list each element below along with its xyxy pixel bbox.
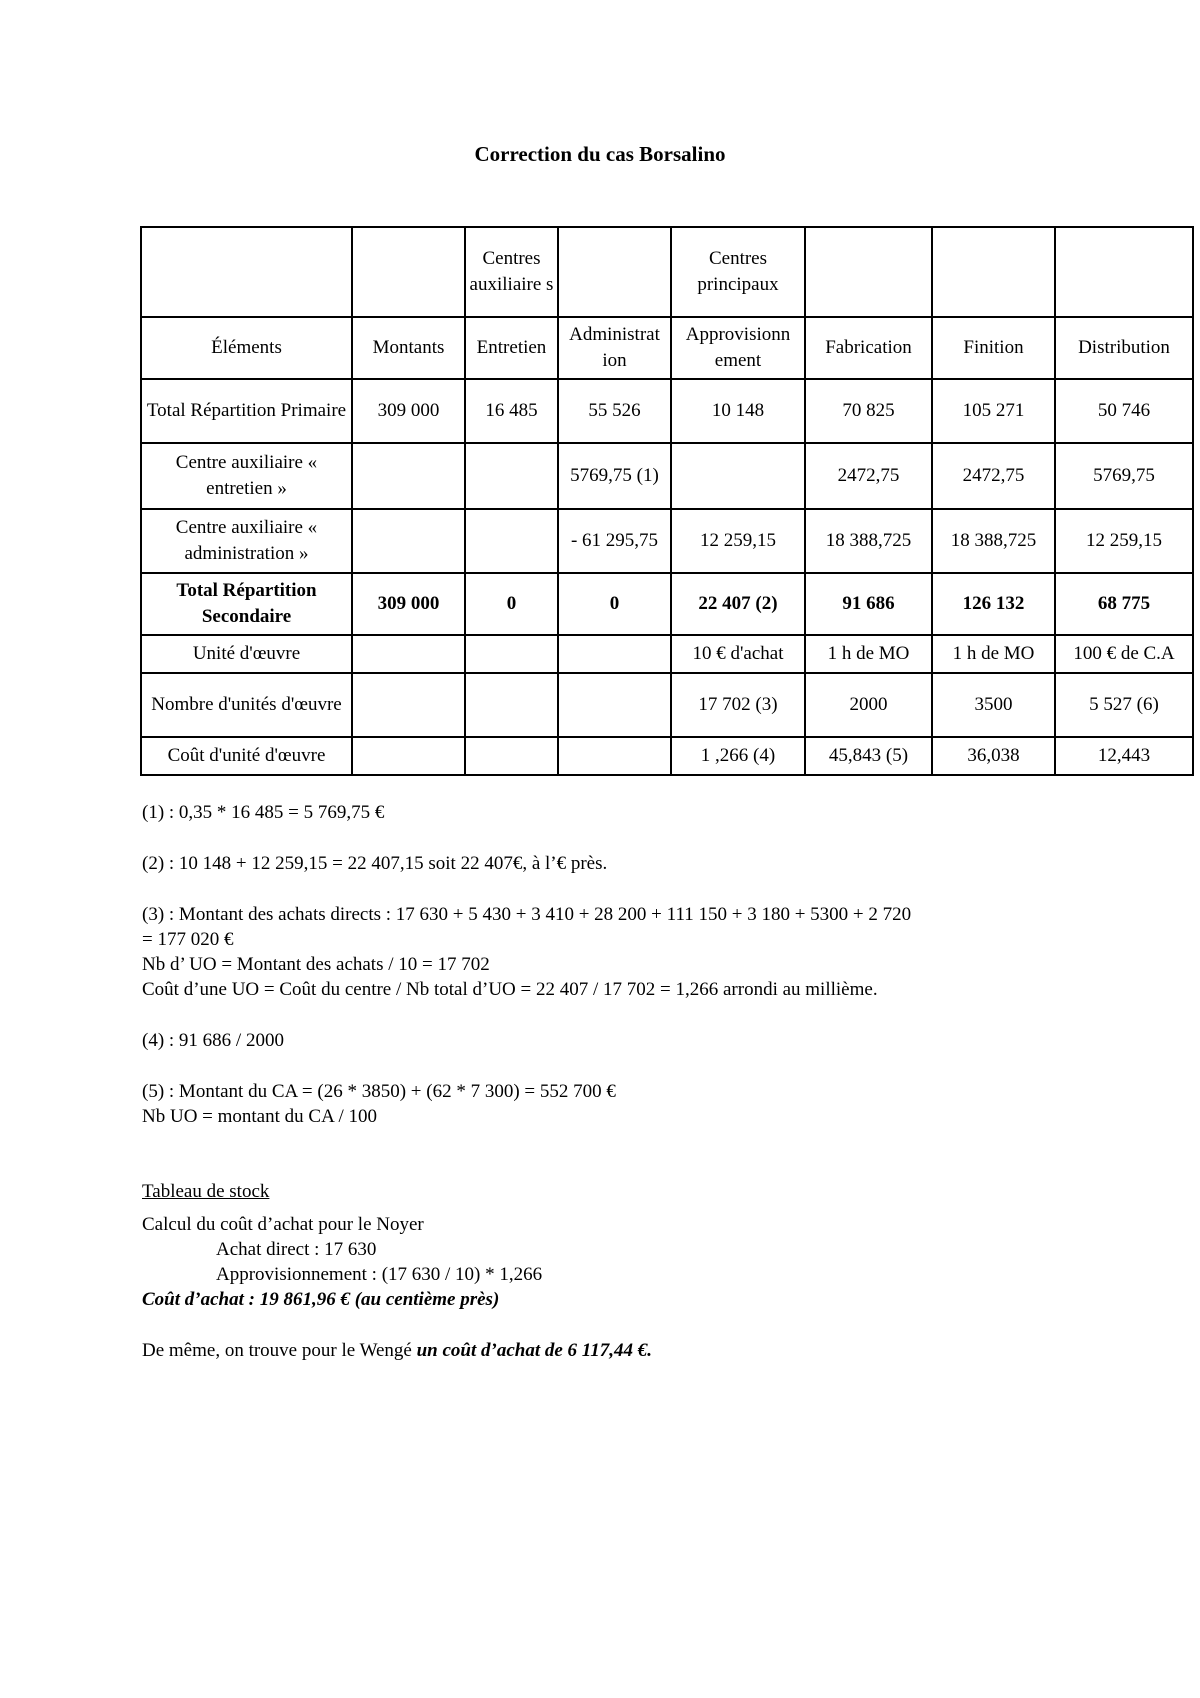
table-row	[141, 443, 1193, 509]
table-cell: 126 132	[932, 573, 1055, 635]
table-cell: 1 ,266 (4)	[671, 737, 805, 775]
column-header: Finition	[932, 317, 1055, 379]
stock-result: Coût d’achat : 19 861,96 € (au centième près)	[142, 1289, 500, 1310]
table-cell: 12,443	[1055, 737, 1193, 775]
stock-line: Achat direct : 17 630	[216, 1239, 377, 1260]
footnote-5: (5) : Montant du CA = (26 * 3850) + (62 * 7 300) = 552 700 €	[142, 1081, 616, 1102]
table-cell	[352, 227, 465, 317]
column-header: Approvisionn ement	[671, 317, 805, 379]
column-header: Éléments	[141, 317, 352, 379]
row-label: Coût d'unité d'œuvre	[141, 737, 352, 775]
table-cell	[352, 443, 465, 509]
table-cell: 105 271	[932, 379, 1055, 443]
stock-heading: Tableau de stock	[142, 1181, 270, 1202]
table-group-header-row	[141, 227, 1193, 317]
table-header-row	[141, 317, 1193, 379]
table-cell: 10 148	[671, 379, 805, 443]
table-cell: 2472,75	[805, 443, 932, 509]
table-cell: 68 775	[1055, 573, 1193, 635]
table-cell	[352, 635, 465, 673]
table-cell: 16 485	[465, 379, 558, 443]
table-cell: 12 259,15	[671, 509, 805, 573]
table-cell: 1 h de MO	[805, 635, 932, 673]
row-label: Total Répartition Primaire	[141, 379, 352, 443]
table-cell	[1055, 227, 1193, 317]
table-cell	[932, 227, 1055, 317]
stock-line: Calcul du coût d’achat pour le Noyer	[142, 1214, 424, 1235]
table-cell: 2472,75	[932, 443, 1055, 509]
table-cell: - 61 295,75	[558, 509, 671, 573]
table-cell: 18 388,725	[805, 509, 932, 573]
table-cell: 309 000	[352, 379, 465, 443]
table-cell: 309 000	[352, 573, 465, 635]
table-cell	[141, 227, 352, 317]
table-cell	[671, 443, 805, 509]
footnote-3-total: = 177 020 €	[142, 929, 234, 950]
table-cell: 5769,75	[1055, 443, 1193, 509]
row-label: Unité d'œuvre	[141, 635, 352, 673]
table-cell: 0	[465, 573, 558, 635]
table-cell: 10 € d'achat	[671, 635, 805, 673]
table-cell	[465, 673, 558, 737]
table-row	[141, 379, 1193, 443]
table-cell: 17 702 (3)	[671, 673, 805, 737]
table-cell	[352, 673, 465, 737]
footnote-4: (4) : 91 686 / 2000	[142, 1030, 284, 1051]
table-row	[141, 509, 1193, 573]
column-header: Administrat ion	[558, 317, 671, 379]
table-cell: 3500	[932, 673, 1055, 737]
column-header: Entretien	[465, 317, 558, 379]
group-header-auxiliaires: Centres auxiliaire s	[465, 227, 558, 317]
table-row	[141, 635, 1193, 673]
table-cell: 22 407 (2)	[671, 573, 805, 635]
row-label: Centre auxiliaire « entretien »	[141, 443, 352, 509]
table-cell	[558, 227, 671, 317]
table-cell: 55 526	[558, 379, 671, 443]
table-row	[141, 737, 1193, 775]
table-row	[141, 673, 1193, 737]
table-cell	[465, 635, 558, 673]
stock-conclusion-value: un coût d’achat de 6 117,44 €.	[416, 1340, 652, 1361]
table-cell: 70 825	[805, 379, 932, 443]
footnote-2: (2) : 10 148 + 12 259,15 = 22 407,15 soit 22 407€, à l’€ près.	[142, 853, 608, 874]
row-label: Total Répartition Secondaire	[141, 573, 352, 635]
page-title: Correction du cas Borsalino	[474, 142, 726, 166]
stock-conclusion-text: De même, on trouve pour le Wengé	[142, 1340, 417, 1361]
footnote-3-nb-uo: Nb d’ UO = Montant des achats / 10 = 17 702	[142, 954, 490, 975]
table-cell	[465, 443, 558, 509]
table-row	[141, 573, 1193, 635]
table-cell	[465, 737, 558, 775]
column-header: Fabrication	[805, 317, 932, 379]
footnote-1: (1) : 0,35 * 16 485 = 5 769,75 €	[142, 802, 385, 823]
table-cell	[352, 509, 465, 573]
table-cell: 12 259,15	[1055, 509, 1193, 573]
table-cell: 100 € de C.A	[1055, 635, 1193, 673]
table-cell	[465, 509, 558, 573]
stock-line: Approvisionnement : (17 630 / 10) * 1,266	[216, 1264, 543, 1285]
stock-conclusion	[142, 1338, 1102, 1363]
table-cell	[352, 737, 465, 775]
row-label: Centre auxiliaire « administration »	[141, 509, 352, 573]
table-cell	[558, 635, 671, 673]
table-cell: 0	[558, 573, 671, 635]
table-cell	[558, 673, 671, 737]
table-cell: 5 527 (6)	[1055, 673, 1193, 737]
table-cell: 2000	[805, 673, 932, 737]
footnotes	[142, 800, 1102, 1363]
table-cell: 36,038	[932, 737, 1055, 775]
footnote-3: (3) : Montant des achats directs : 17 630 + 5 430 + 3 410 + 28 200 + 111 150 + 3 180 + 5300 + 2 720	[142, 904, 912, 925]
row-label: Nombre d'unités d'œuvre	[141, 673, 352, 737]
footnote-5-nb-uo: Nb UO = montant du CA / 100	[142, 1106, 378, 1127]
group-header-principaux: Centres principaux	[671, 227, 805, 317]
table-cell: 1 h de MO	[932, 635, 1055, 673]
table-cell: 45,843 (5)	[805, 737, 932, 775]
footnote-3-cout-uo: Coût d’une UO = Coût du centre / Nb total d’UO = 22 407 / 17 702 = 1,266 arrondi au millième.	[142, 979, 878, 1000]
table-cell	[558, 737, 671, 775]
column-header: Montants	[352, 317, 465, 379]
table-cell: 18 388,725	[932, 509, 1055, 573]
table-cell	[805, 227, 932, 317]
cost-distribution-table	[140, 226, 1194, 776]
table-cell: 5769,75 (1)	[558, 443, 671, 509]
column-header: Distribution	[1055, 317, 1193, 379]
table-cell: 91 686	[805, 573, 932, 635]
table-cell: 50 746	[1055, 379, 1193, 443]
